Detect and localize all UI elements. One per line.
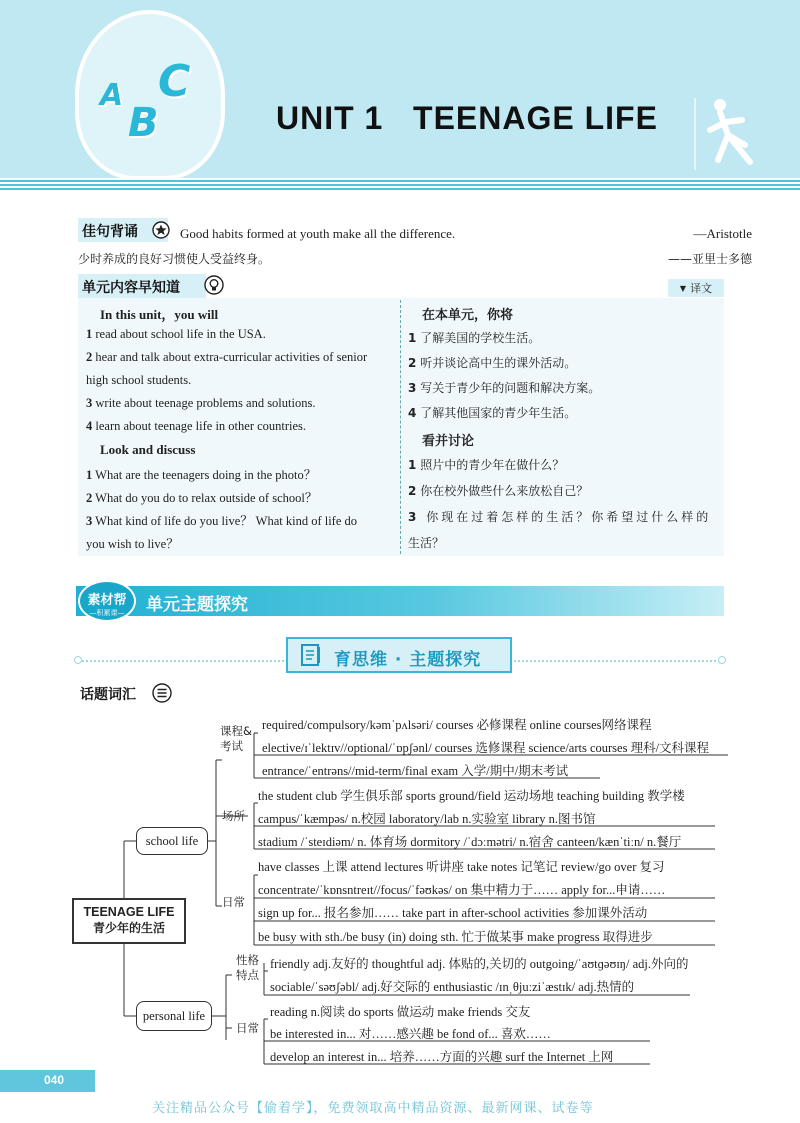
vocab-line: the student club 学生俱乐部 sports ground/field 运动场地 teaching building 教学楼 bbox=[258, 789, 685, 803]
unit-item-en: 1 read about school life in the USA. bbox=[86, 327, 266, 341]
vocab-line: sign up for... 报名参加…… take part in after-school activities 参加课外活动 bbox=[258, 906, 648, 920]
unit-label: 单元内容早知道 bbox=[82, 280, 180, 296]
unit-item-en: 4 learn about teenage life in other countries. bbox=[86, 419, 307, 433]
root-cn: 青少年的生活 bbox=[92, 921, 165, 935]
vocab-line: entrance/ˈentrəns//mid-term/final exam 入学/期中/期末考试 bbox=[262, 764, 569, 778]
discuss-item-en: 2 What do you do to relax outside of school？ bbox=[86, 491, 318, 505]
group-label-character: 性格 特点 bbox=[236, 953, 259, 982]
page-number: 040 bbox=[44, 1073, 65, 1087]
vocab-line: be interested in... 对……感兴趣 be fond of... 喜欢…… bbox=[270, 1027, 551, 1041]
translate-label: 译文 bbox=[690, 282, 713, 295]
root-en: TEENAGE LIFE bbox=[83, 905, 175, 919]
discuss-item-en: 1 What are the teenagers doing in the photo？ bbox=[86, 468, 317, 482]
discuss-item-cn: 生活？ bbox=[408, 536, 445, 550]
think-title: 育思维 · 主题探究 bbox=[334, 650, 482, 670]
unit-item-cn: 1 了解美国的学校生活。 bbox=[408, 331, 541, 345]
node-school-life: school life bbox=[136, 827, 208, 855]
vocab-line: develop an interest in... 培养……方面的兴趣 surf the Internet 上网 bbox=[270, 1050, 614, 1064]
vocab-line: campus/ˈkæmpəs/ n.校园 laboratory/lab n.实验室 library n.图书馆 bbox=[258, 812, 596, 826]
discuss-item-en: 3 What kind of life do you live？ What kind of life do bbox=[86, 514, 358, 528]
vocab-line: be busy with sth./be busy (in) doing sth. 忙于做某事 make progress 取得进步 bbox=[258, 930, 653, 944]
unit-item-cn: 3 写关于青少年的问题和解决方案。 bbox=[408, 381, 601, 395]
discuss-item-cn: 1 照片中的青少年在做什么？ bbox=[408, 458, 565, 472]
discuss-item-cn: 3 你现在过着怎样的生活？你希望过什么样的 bbox=[408, 510, 712, 524]
discuss-heading-en: Look and discuss bbox=[100, 442, 196, 457]
letter-a: A bbox=[100, 78, 124, 113]
mindmap-root bbox=[72, 898, 186, 944]
group-label-places: 场所 bbox=[222, 809, 245, 823]
vocab-line: sociable/ˈsəʊʃəbl/ adj.好交际的 enthusiastic /ɪnˌθjuːziˈæstɪk/ adj.热情的 bbox=[270, 980, 635, 994]
quote-author-cn: ——亚里士多德 bbox=[667, 252, 752, 266]
quote-author-en: —Aristotle bbox=[693, 226, 752, 241]
unit-item-cn: 4 了解其他国家的青少年生活。 bbox=[408, 406, 577, 420]
footer-note: 关注精品公众号【偷着学】，免费领取高中精品资源、最新网课、试卷等 bbox=[152, 1101, 594, 1116]
node-personal-life: personal life bbox=[136, 1001, 212, 1031]
group-label-daily: 日常 bbox=[222, 895, 245, 909]
vocab-line: have classes 上课 attend lectures 听讲座 take notes 记笔记 review/go over 复习 bbox=[258, 860, 665, 874]
discuss-item-cn: 2 你在校外做些什么来放松自己？ bbox=[408, 484, 589, 498]
unit-heading-en: In this unit，you will bbox=[100, 307, 219, 322]
vocab-line: elective/ɪˈlektɪv//optional/ˈɒpʃənl/ courses 选修课程 science/arts courses 理科/文科课程 bbox=[262, 741, 710, 755]
caret-down-icon: ▼ bbox=[679, 283, 687, 293]
quote-english: Good habits formed at youth make all the difference. bbox=[180, 226, 456, 241]
discuss-heading-cn: 看并讨论 bbox=[422, 434, 475, 449]
vocab-line: friendly adj.友好的 thoughtful adj. 体贴的,关切的 outgoing/ˈaʊtɡəʊɪŋ/ adj.外向的 bbox=[270, 957, 689, 971]
vocab-line: reading n.阅读 do sports 做运动 make friends 交友 bbox=[270, 1005, 531, 1019]
unit-item-en: 3 write about teenage problems and solutions. bbox=[86, 396, 316, 410]
discuss-item-en: you wish to live？ bbox=[86, 537, 179, 551]
vocab-line: stadium /ˈsteɪdiəm/ n. 体育场 dormitory /ˈdɔːmətri/ n.宿舍 canteen/kænˈtiːn/ n.餐厅 bbox=[258, 835, 682, 849]
unit-item-en: high school students. bbox=[86, 373, 192, 387]
vocab-line: required/compulsory/kəmˈpʌlsəri/ courses 必修课程 online courses网络课程 bbox=[262, 718, 652, 732]
banner-tag-sub: —积累课— bbox=[89, 609, 125, 617]
letter-c: C bbox=[158, 56, 191, 107]
group-label-courses: 课程& 考试 bbox=[220, 724, 252, 753]
banner-title: 单元主题探究 bbox=[146, 595, 248, 615]
unit-title: UNIT 1 TEENAGE LIFE bbox=[276, 100, 658, 136]
vocab-label: 话题词汇 bbox=[80, 687, 136, 703]
banner-tag-text: 素材帮 bbox=[87, 593, 127, 608]
group-label-personal-daily: 日常 bbox=[236, 1021, 259, 1035]
unit-item-en: 2 hear and talk about extra-curricular activities of senior bbox=[86, 350, 368, 364]
letter-b: B bbox=[128, 100, 159, 146]
unit-heading-cn: 在本单元，你将 bbox=[422, 308, 514, 323]
vocab-line: concentrate/ˈkɒnsntreɪt//focus/ˈfəʊkəs/ on 集中精力于…… apply for...申请…… bbox=[258, 883, 666, 897]
quote-label: 佳句背诵 bbox=[82, 224, 138, 240]
quote-chinese: 少时养成的良好习惯使人受益终身。 bbox=[78, 252, 271, 266]
unit-item-cn: 2 听并谈论高中生的课外活动。 bbox=[408, 356, 577, 370]
